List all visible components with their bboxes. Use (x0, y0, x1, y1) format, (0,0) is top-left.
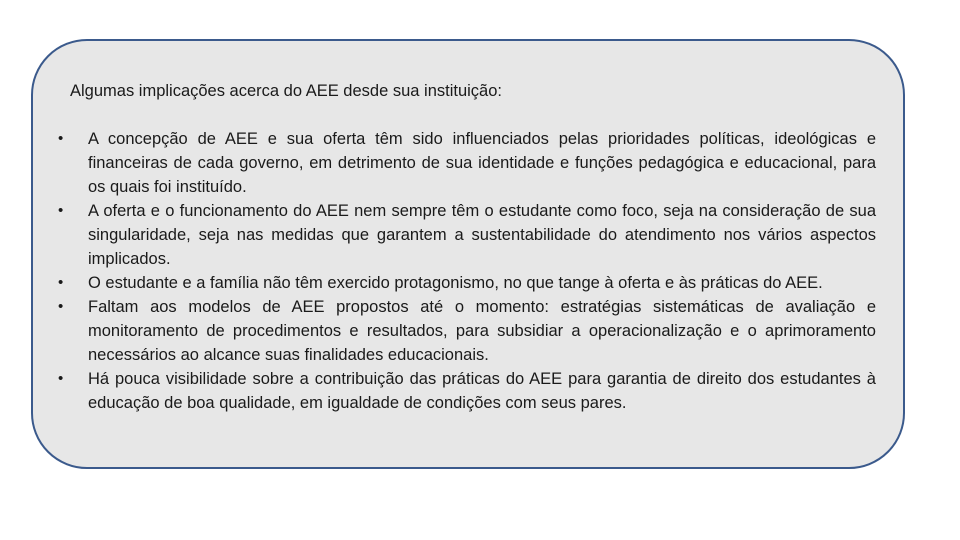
bullet-dot-icon: • (58, 130, 64, 147)
bullet-item (58, 199, 876, 271)
bullet-item (58, 367, 876, 415)
bullet-dot-icon: • (58, 274, 64, 291)
slide-heading: Algumas implicações acerca do AEE desde sua instituição: (70, 82, 502, 100)
bullet-text: Faltam aos modelos de AEE propostos até o momento: estratégias sistemáticas de avaliação e monitoramento de procedimentos e resultados, para subsidiar a operacionalização e o aprimoramento necessários ao alcance suas finalidades educacionais. (88, 298, 876, 364)
bullet-item (58, 127, 876, 199)
bullet-text: O estudante e a família não têm exercido protagonismo, no que tange à oferta e às práticas do AEE. (88, 274, 823, 292)
bullet-item (58, 295, 876, 367)
bullet-text: Há pouca visibilidade sobre a contribuição das práticas do AEE para garantia de direito dos estudantes à educação de boa qualidade, em igualdade de condições com seus pares. (88, 370, 876, 412)
bullet-dot-icon: • (58, 298, 64, 315)
bullet-dot-icon: • (58, 370, 64, 387)
bullet-text: A concepção de AEE e sua oferta têm sido influenciados pelas prioridades políticas, ideológicas e financeiras de cada governo, em detrimento de sua identidade e funções pedagógica e educacional, para os quais foi instituído. (88, 130, 876, 196)
bullet-item (58, 271, 876, 295)
bullet-text: A oferta e o funcionamento do AEE nem sempre têm o estudante como foco, seja na consideração de sua singularidade, seja nas medidas que garantem a sustentabilidade do atendimento nos vários aspectos implicados. (88, 202, 876, 268)
bullet-dot-icon: • (58, 202, 64, 219)
bullet-list (58, 127, 876, 415)
